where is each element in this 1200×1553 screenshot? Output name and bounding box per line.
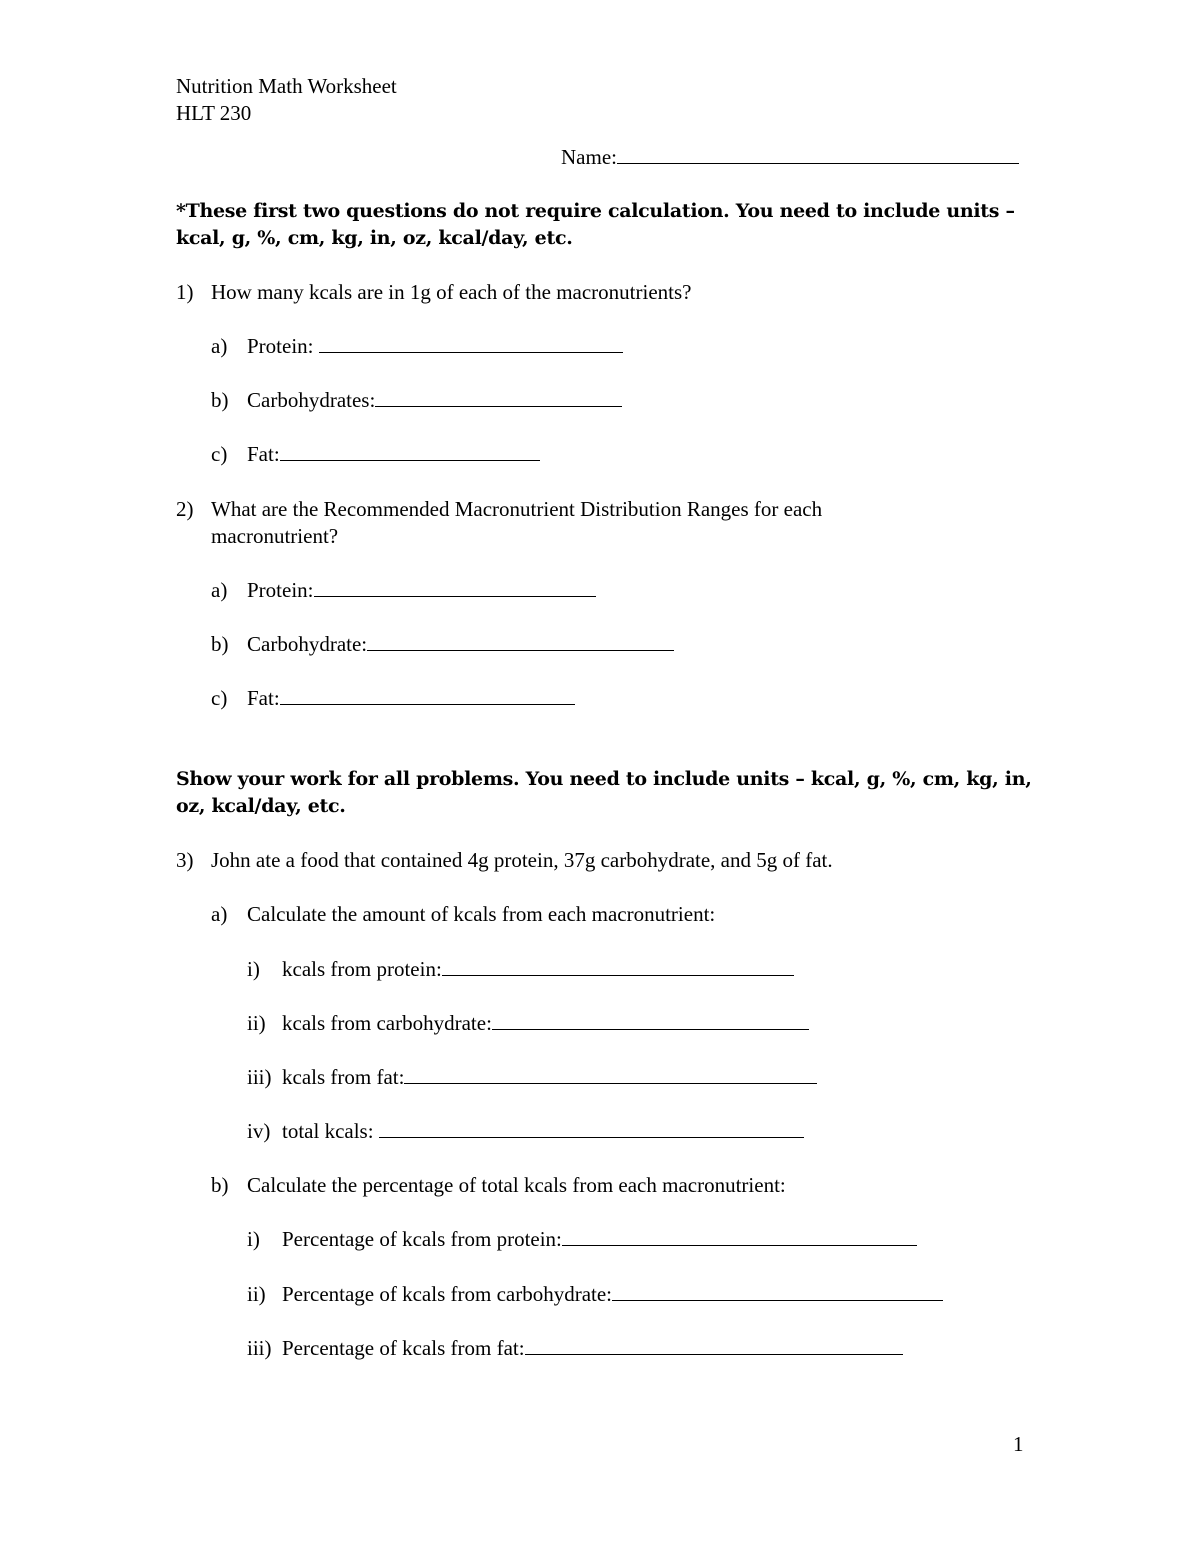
q1-item-c-blank[interactable] (280, 442, 540, 461)
question-1-text: How many kcals are in 1g of each of the macronutrients? (211, 280, 692, 304)
q1-item-c-label: Fat: (247, 442, 280, 466)
q3a-item-iii-marker: iii) (247, 1065, 272, 1089)
q3a-item-iii-blank[interactable] (404, 1065, 817, 1084)
q3b-item-i[interactable] (282, 1226, 917, 1252)
q1-item-a-marker: a) (211, 334, 228, 358)
q2-item-a-marker: a) (211, 578, 228, 602)
q1-item-b-label: Carbohydrates: (247, 388, 376, 412)
instruction-2-line2: oz, kcal/day, etc. (176, 795, 346, 817)
q1-item-b-blank[interactable] (375, 388, 622, 407)
q3a-item-iii[interactable] (282, 1064, 817, 1090)
q3a-item-iv-marker: iv) (247, 1119, 271, 1143)
q2-item-b-marker: b) (211, 632, 229, 656)
instruction-2-line1: Show your work for all problems. You need to include units – kcal, g, %, cm, kg, in, (176, 768, 1032, 790)
question-1-number: 1) (176, 280, 194, 304)
q3a-item-iv[interactable] (282, 1118, 804, 1144)
q3a-item-ii-blank[interactable] (492, 1011, 809, 1030)
q3a-item-ii-marker: ii) (247, 1011, 266, 1035)
q3-part-a-marker: a) (211, 902, 228, 926)
q3b-item-iii-marker: iii) (247, 1336, 272, 1360)
q3b-item-ii[interactable] (282, 1281, 943, 1307)
q1-item-c[interactable] (247, 441, 540, 467)
q2-item-c[interactable] (247, 685, 575, 711)
q2-item-b-blank[interactable] (367, 632, 674, 651)
q3a-item-ii[interactable] (282, 1010, 809, 1036)
q1-item-b-marker: b) (211, 388, 229, 412)
q3a-item-i-marker: i) (247, 957, 260, 981)
q2-item-b[interactable] (247, 631, 674, 657)
q1-item-a[interactable] (247, 333, 623, 359)
question-3-text: John ate a food that contained 4g protein, 37g carbohydrate, and 5g of fat. (211, 848, 833, 872)
q3-part-a-text: Calculate the amount of kcals from each macronutrient: (247, 902, 716, 926)
q3b-item-i-label: Percentage of kcals from protein: (282, 1227, 562, 1251)
q3a-item-i-blank[interactable] (442, 957, 794, 976)
q1-item-b[interactable] (247, 387, 622, 413)
q3a-item-i-label: kcals from protein: (282, 957, 442, 981)
q2-item-c-marker: c) (211, 686, 228, 710)
name-label: Name: (561, 145, 617, 169)
q1-item-a-label: Protein: (247, 334, 314, 358)
instruction-1-line1: *These first two questions do not require calculation. You need to include units – (176, 200, 1015, 222)
q3b-item-iii[interactable] (282, 1335, 903, 1361)
q2-item-c-label: Fat: (247, 686, 280, 710)
q3b-item-ii-marker: ii) (247, 1282, 266, 1306)
q3b-item-ii-blank[interactable] (612, 1282, 943, 1301)
q3-part-b-text: Calculate the percentage of total kcals from each macronutrient: (247, 1173, 786, 1197)
q3a-item-iv-blank[interactable] (379, 1119, 804, 1138)
q2-item-a[interactable] (247, 577, 596, 603)
q3a-item-iv-label: total kcals: (282, 1119, 374, 1143)
course-code: HLT 230 (176, 101, 252, 125)
q1-item-a-blank[interactable] (319, 334, 623, 353)
q1-item-c-marker: c) (211, 442, 228, 466)
q3b-item-iii-label: Percentage of kcals from fat: (282, 1336, 525, 1360)
q3b-item-iii-blank[interactable] (525, 1336, 903, 1355)
question-2-text-line1: What are the Recommended Macronutrient Distribution Ranges for each (211, 497, 823, 521)
q3b-item-ii-label: Percentage of kcals from carbohydrate: (282, 1282, 613, 1306)
question-3-number: 3) (176, 848, 194, 872)
question-2-text-line2: macronutrient? (211, 524, 339, 548)
q3-part-b-marker: b) (211, 1173, 229, 1197)
q3a-item-i[interactable] (282, 956, 794, 982)
q3a-item-ii-label: kcals from carbohydrate: (282, 1011, 492, 1035)
q3b-item-i-marker: i) (247, 1227, 260, 1251)
name-blank[interactable] (617, 145, 1019, 164)
page-number: 1 (1013, 1432, 1024, 1456)
q2-item-a-label: Protein: (247, 578, 314, 602)
instruction-1-line2: kcal, g, %, cm, kg, in, oz, kcal/day, etc. (176, 227, 573, 249)
q2-item-c-blank[interactable] (280, 686, 575, 705)
q3a-item-iii-label: kcals from fat: (282, 1065, 405, 1089)
q2-item-a-blank[interactable] (314, 578, 596, 597)
question-2-number: 2) (176, 497, 194, 521)
worksheet-title: Nutrition Math Worksheet (176, 74, 397, 98)
q2-item-b-label: Carbohydrate: (247, 632, 368, 656)
name-field[interactable] (561, 144, 1019, 170)
q3b-item-i-blank[interactable] (562, 1227, 917, 1246)
